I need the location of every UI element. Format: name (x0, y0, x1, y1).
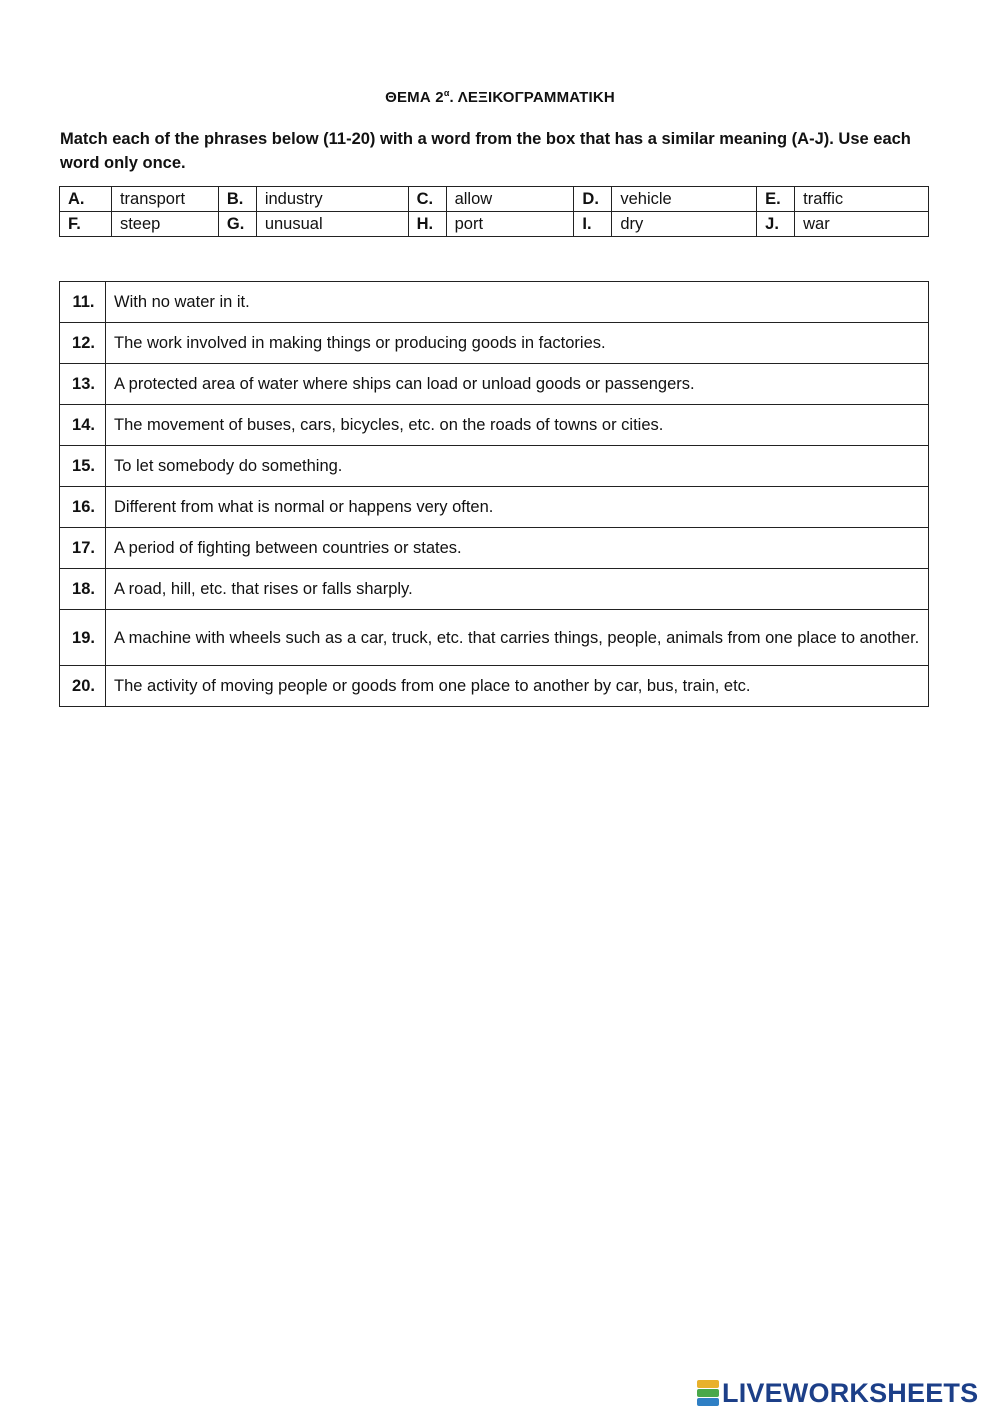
question-row (60, 323, 929, 364)
question-number: 12. (60, 323, 106, 364)
question-text: With no water in it. (106, 282, 929, 323)
word-option: steep (111, 212, 218, 237)
question-text: A road, hill, etc. that rises or falls sharply. (106, 569, 929, 610)
word-letter: F. (60, 212, 112, 237)
question-text: The work involved in making things or producing goods in factories. (106, 323, 929, 364)
question-row (60, 610, 929, 666)
question-text: The movement of buses, cars, bicycles, etc. on the roads of towns or cities. (106, 405, 929, 446)
question-number: 14. (60, 405, 106, 446)
liveworksheets-logo-icon (697, 1380, 719, 1406)
question-number: 15. (60, 446, 106, 487)
word-box-row (60, 187, 929, 212)
word-option: transport (111, 187, 218, 212)
word-letter: I. (574, 212, 612, 237)
title-main: ΘΕΜΑ 2 (385, 89, 444, 106)
question-text: A protected area of water where ships can load or unload goods or passengers. (106, 364, 929, 405)
question-row (60, 528, 929, 569)
title-rest: . ΛΕΞΙΚΟΓΡΑΜΜΑΤΙΚΗ (449, 89, 615, 106)
page-title (0, 88, 1000, 106)
question-row (60, 487, 929, 528)
logo-bar-blue (697, 1398, 719, 1406)
question-row (60, 282, 929, 323)
instructions: Match each of the phrases below (11-20) with a word from the box that has a similar meaning (A-J). Use each word only once. (60, 130, 911, 172)
question-number: 17. (60, 528, 106, 569)
question-text: A period of fighting between countries or states. (106, 528, 929, 569)
question-number: 19. (60, 610, 106, 666)
word-box-row (60, 212, 929, 237)
question-number: 11. (60, 282, 106, 323)
liveworksheets-logo (697, 1378, 978, 1408)
questions-table (59, 281, 929, 707)
word-letter: C. (408, 187, 446, 212)
word-letter: G. (218, 212, 256, 237)
word-option: industry (256, 187, 408, 212)
question-text: The activity of moving people or goods from one place to another by car, bus, train, etc. (106, 666, 929, 707)
question-row (60, 364, 929, 405)
question-text: To let somebody do something. (106, 446, 929, 487)
question-row (60, 569, 929, 610)
word-letter: D. (574, 187, 612, 212)
word-option: unusual (256, 212, 408, 237)
logo-text: LIVEWORKSHEETS (722, 1377, 979, 1408)
word-option: traffic (795, 187, 929, 212)
question-number: 20. (60, 666, 106, 707)
word-option: dry (612, 212, 757, 237)
question-row (60, 666, 929, 707)
question-row (60, 405, 929, 446)
title-superscript: α (443, 88, 450, 98)
question-text: Different from what is normal or happens very often. (106, 487, 929, 528)
word-letter: J. (757, 212, 795, 237)
question-text: A machine with wheels such as a car, truck, etc. that carries things, people, animals from one place to another. (106, 610, 929, 666)
word-letter: H. (408, 212, 446, 237)
question-number: 13. (60, 364, 106, 405)
question-row (60, 446, 929, 487)
word-option: port (446, 212, 574, 237)
word-option: vehicle (612, 187, 757, 212)
logo-bar-yellow (697, 1380, 719, 1388)
word-letter: A. (60, 187, 112, 212)
word-option: war (795, 212, 929, 237)
question-number: 16. (60, 487, 106, 528)
word-box (59, 186, 929, 237)
word-letter: E. (757, 187, 795, 212)
word-letter: B. (218, 187, 256, 212)
word-option: allow (446, 187, 574, 212)
logo-bar-green (697, 1389, 719, 1397)
question-number: 18. (60, 569, 106, 610)
